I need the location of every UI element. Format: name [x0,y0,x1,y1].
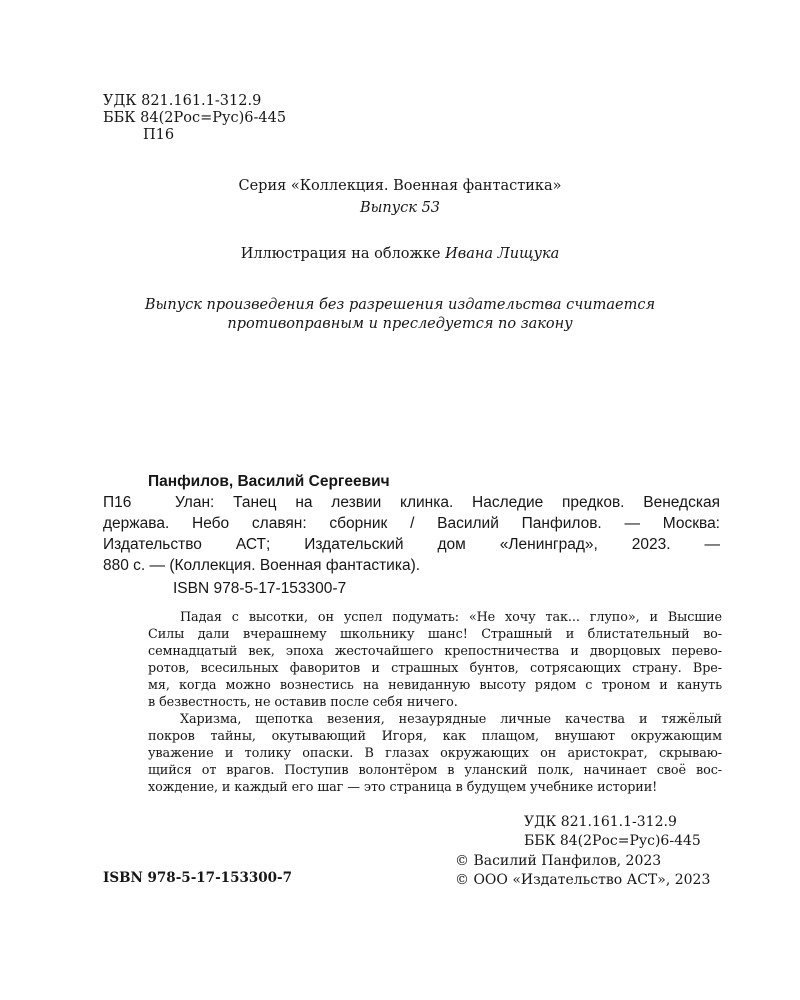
record-code: П16 [103,494,132,511]
annotation-line: Силы дали вчерашнему школьнику шанс! Страшный и блистательный во- [148,627,722,642]
annotation-line: мя, когда можно вознестись на невиданную высоту рядом с троном и кануть [148,678,722,693]
record-isbn: ISBN 978-5-17-153300-7 [173,580,347,597]
illustration-credit [0,246,800,262]
annotation-line: ротов, всесильных фаворитов и страшных бунтов, сотрясающих страну. Вре- [148,661,722,676]
series-title: Серия «Коллекция. Военная фантастика» [238,178,562,194]
annotation-line: покров тайны, окутывающий Игоря, как плащом, внушают окружающим [148,729,722,744]
annotation-line: уважение и толику опаски. В глазах окружающих он аристократ, скрываю- [148,746,722,761]
copyright-author: © Василий Панфилов, 2023 [455,853,662,869]
annotation-line: Падая с высотки, он успел подумать: «Не хочу так... глупо», и Высшие [180,610,722,625]
series-issue: Выпуск 53 [359,200,441,216]
record-line-1 [103,492,720,513]
annotation-line: семнадцатый век, эпоха жесточайшего крепостничества и дворцовых перево- [148,644,722,659]
illustration-artist: Ивана Лищука [445,246,560,262]
bibliographic-record [103,492,720,576]
annotation-line: хождение, и каждый его шаг — это страница в будущем учебнике истории! [148,780,658,795]
annotation-line: в безвестность, не оставив после себя ничего. [148,695,458,710]
annotation-line: Харизма, щепотка везения, незаурядные личные качества и тяжёлый [180,712,722,727]
record-author: Панфилов, Василий Сергеевич [148,473,390,490]
legal-warning-line-2: противоправным и преследуется по закону [227,316,573,332]
record-text-1: Улан: Танец на лезвии клинка. Наследие предков. Венедская [175,494,720,511]
record-line-2: держава. Небо славян: сборник / Василий Панфилов. — Москва: [103,515,720,532]
illustration-prefix: Иллюстрация на обложке [240,246,441,262]
bbk-code: ББК 84(2Рос=Рус)6-445 [103,110,287,126]
udk-code: УДК 821.161.1-312.9 [103,93,262,109]
annotation-line: щийся от врагов. Поступив волонтёром в уланский полк, начинает своё вос- [148,763,722,778]
footer-isbn: ISBN 978-5-17-153300-7 [103,870,293,886]
legal-warning-line-1: Выпуск произведения без разрешения издательства считается [144,297,656,313]
record-line-3: Издательство АСТ; Издательский дом «Ленинград», 2023. — [103,536,720,553]
footer-bbk: ББК 84(2Рос=Рус)6-445 [524,833,701,849]
footer-udk: УДК 821.161.1-312.9 [524,814,677,830]
copyright-publisher: © ООО «Издательство АСТ», 2023 [455,872,711,888]
record-line-4: 880 с. — (Коллекция. Военная фантастика). [103,557,421,574]
annotation [148,609,722,796]
author-mark: П16 [143,127,175,143]
